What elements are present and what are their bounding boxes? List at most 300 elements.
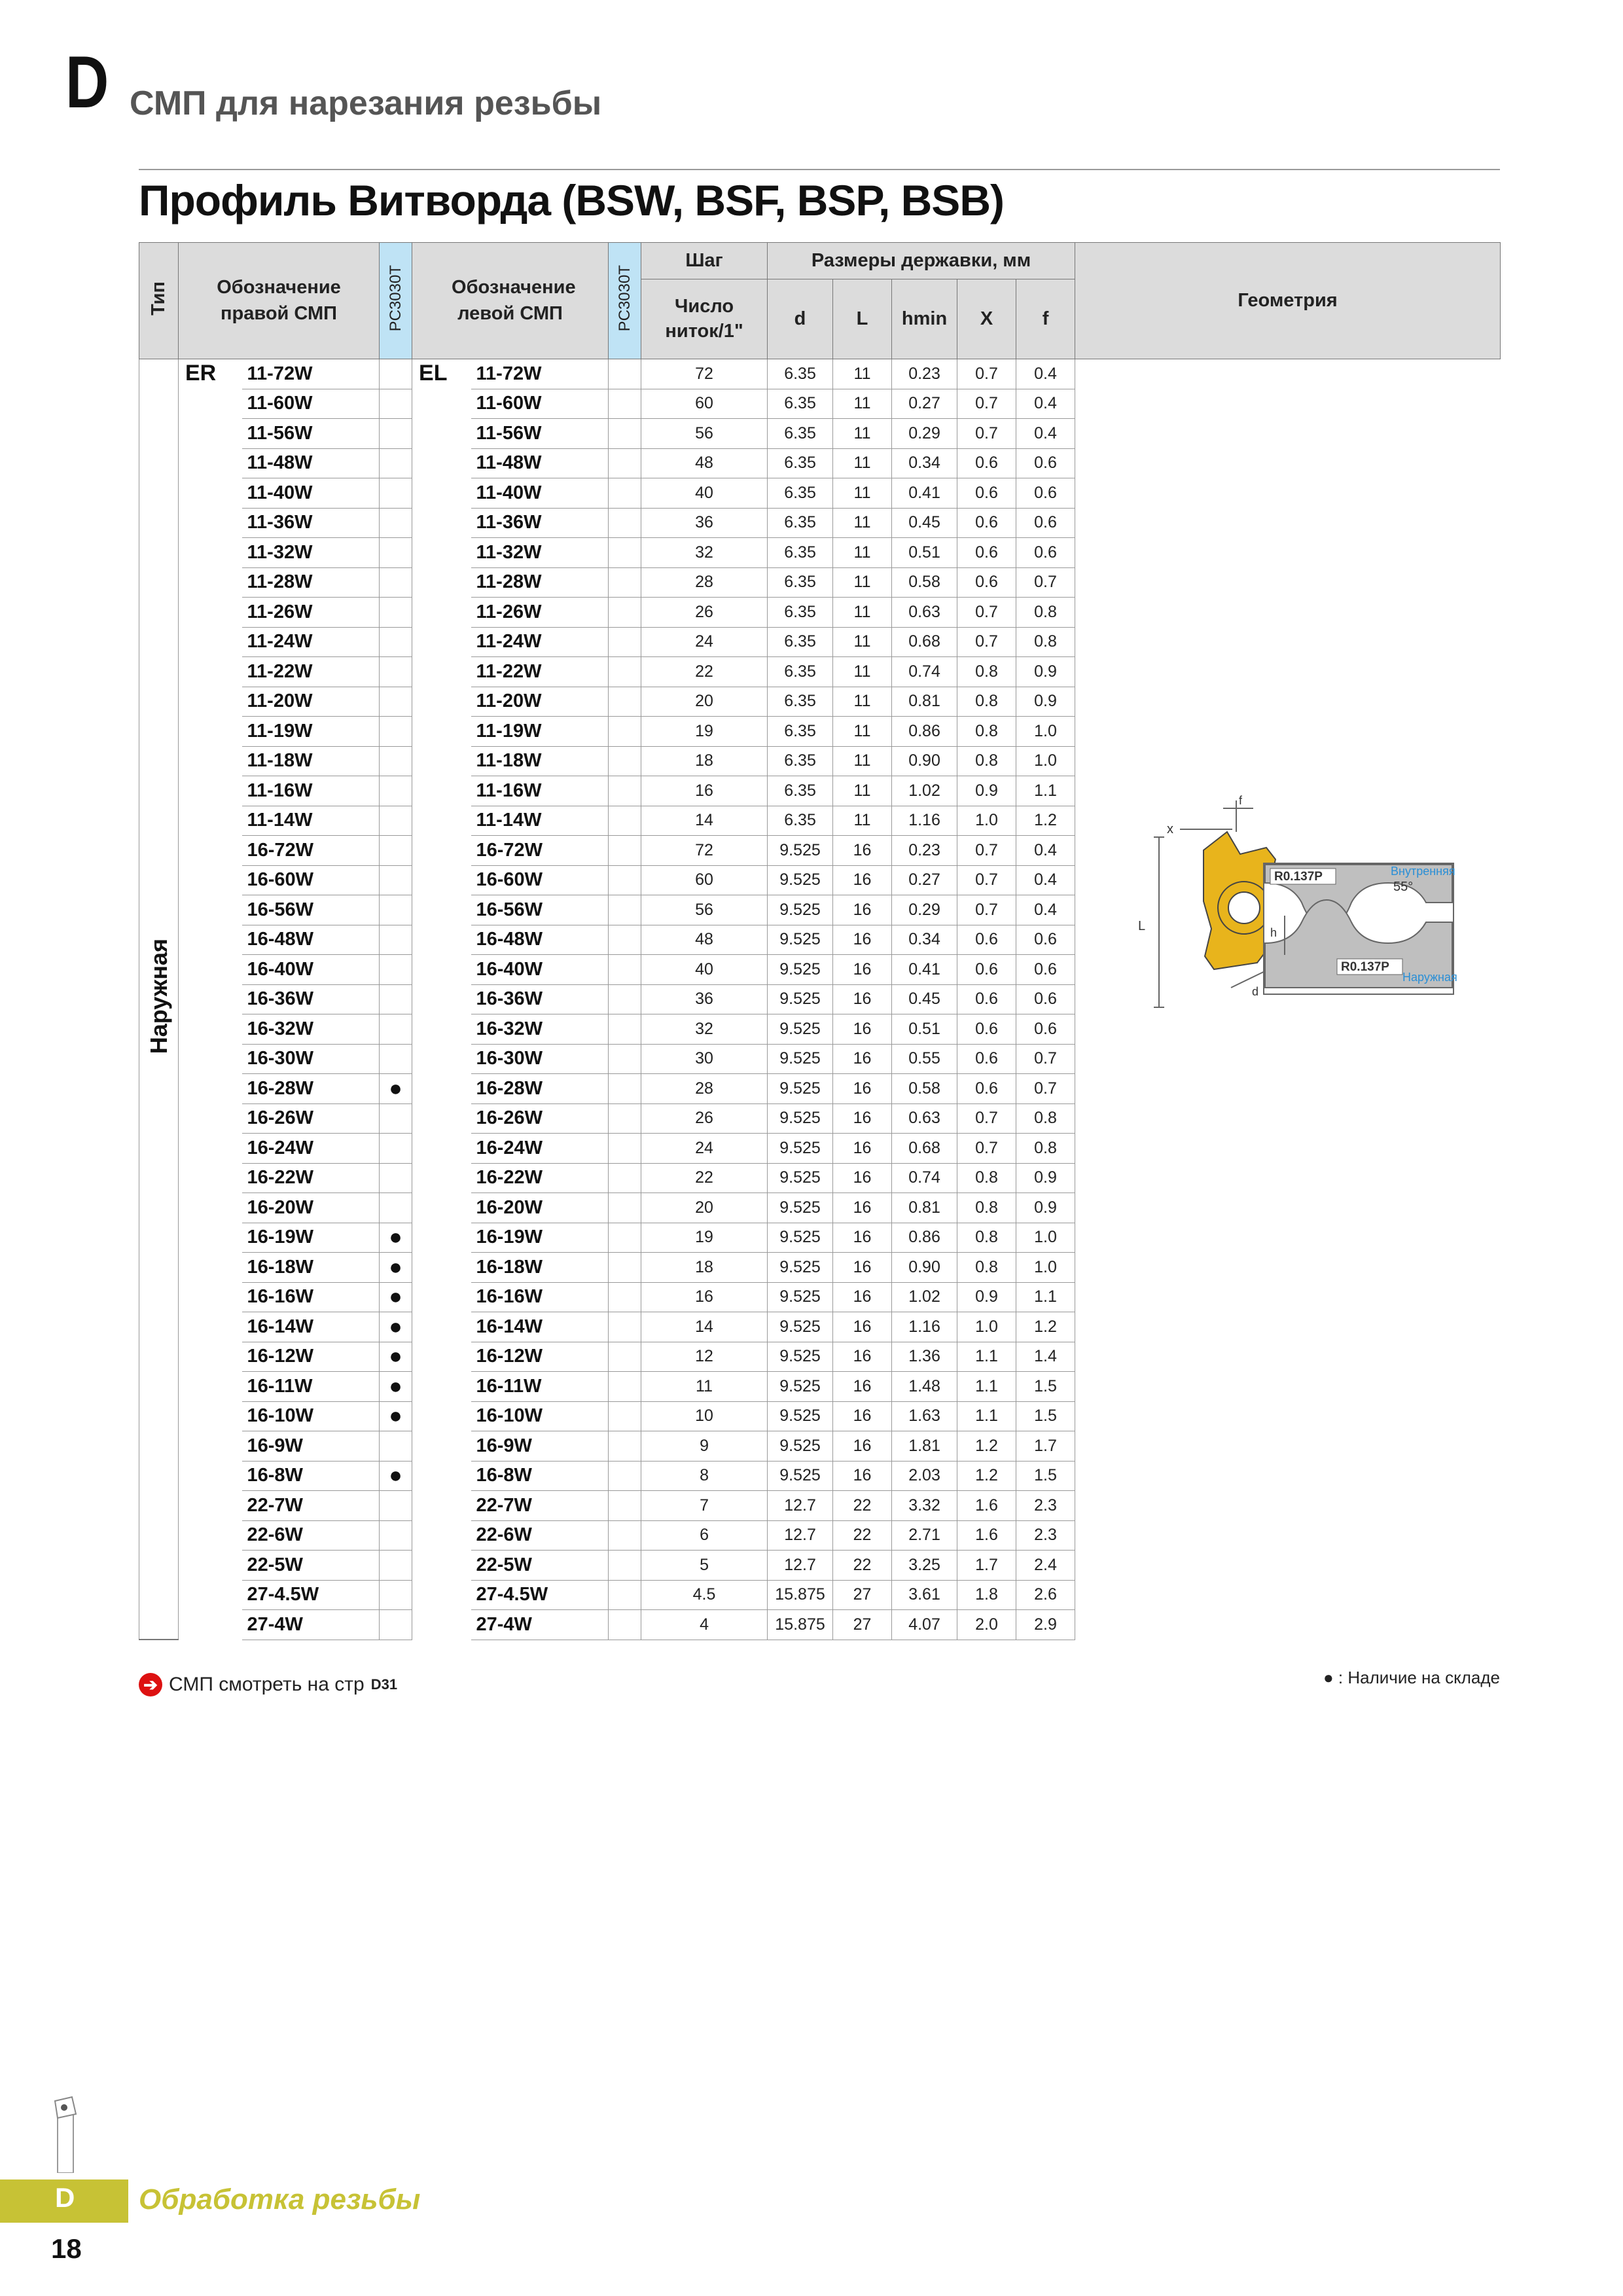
L-value: 11 [833, 746, 892, 776]
f-value: 1.7 [1016, 1431, 1075, 1462]
d-value: 6.35 [768, 746, 833, 776]
col-X: X [957, 279, 1016, 359]
d-value: 9.525 [768, 1103, 833, 1134]
stock-right [380, 746, 412, 776]
stock-right [380, 627, 412, 657]
right-designation: 16-32W [242, 1014, 380, 1045]
dim-x-label: x [1167, 822, 1174, 836]
catalog-link[interactable] [139, 1673, 397, 1696]
f-value: 0.6 [1016, 478, 1075, 509]
X-value: 0.7 [957, 359, 1016, 389]
X-value: 1.7 [957, 1551, 1016, 1581]
right-designation: 11-56W [242, 419, 380, 449]
stock-left [609, 1580, 641, 1610]
d-value: 6.35 [768, 389, 833, 419]
stock-left [609, 1044, 641, 1074]
f-value: 0.9 [1016, 687, 1075, 717]
stock-right [380, 895, 412, 925]
left-designation: 16-60W [471, 865, 609, 895]
d-value: 9.525 [768, 1312, 833, 1342]
stock-left [609, 836, 641, 866]
d-value: 9.525 [768, 1461, 833, 1491]
hmin-value: 2.03 [892, 1461, 957, 1491]
pitch-value: 28 [641, 1074, 768, 1104]
stock-right [380, 925, 412, 955]
page-title: Профиль Витворда (BSW, BSF, BSP, BSB) [139, 176, 1004, 224]
f-value: 0.6 [1016, 538, 1075, 568]
col-f: f [1016, 279, 1075, 359]
right-designation: 11-48W [242, 448, 380, 478]
f-value: 1.4 [1016, 1342, 1075, 1372]
section-title: СМП для нарезания резьбы [130, 84, 602, 122]
d-value: 15.875 [768, 1580, 833, 1610]
stock-left [609, 478, 641, 509]
L-value: 16 [833, 1431, 892, 1462]
hmin-value: 1.63 [892, 1401, 957, 1431]
left-designation: 11-28W [471, 567, 609, 598]
d-value: 6.35 [768, 448, 833, 478]
f-value: 1.2 [1016, 1312, 1075, 1342]
L-value: 11 [833, 419, 892, 449]
stock-right [380, 1014, 412, 1045]
right-designation: 16-20W [242, 1193, 380, 1223]
stock-right [380, 984, 412, 1014]
left-designation: 16-18W [471, 1253, 609, 1283]
left-designation: 16-72W [471, 836, 609, 866]
right-designation: 11-60W [242, 389, 380, 419]
d-value: 15.875 [768, 1610, 833, 1640]
L-value: 16 [833, 1134, 892, 1164]
left-designation: 11-32W [471, 538, 609, 568]
right-designation: 16-30W [242, 1044, 380, 1074]
stock-left [609, 1134, 641, 1164]
stock-right: ● [380, 1253, 412, 1283]
stock-left [609, 1551, 641, 1581]
stock-left [609, 1253, 641, 1283]
hmin-value: 0.27 [892, 389, 957, 419]
L-value: 11 [833, 687, 892, 717]
hmin-value: 3.25 [892, 1551, 957, 1581]
stock-left [609, 1103, 641, 1134]
L-value: 11 [833, 598, 892, 628]
f-value: 0.9 [1016, 1193, 1075, 1223]
left-designation: 11-60W [471, 389, 609, 419]
right-designation: 11-14W [242, 806, 380, 836]
thread-profile-drawing [1264, 863, 1457, 994]
L-value: 11 [833, 359, 892, 389]
pitch-value: 18 [641, 746, 768, 776]
geometry-diagram [1075, 791, 1501, 1027]
stock-left [609, 627, 641, 657]
d-value: 6.35 [768, 806, 833, 836]
d-value: 9.525 [768, 1431, 833, 1462]
d-value: 12.7 [768, 1551, 833, 1581]
L-value: 16 [833, 1372, 892, 1402]
stock-right [380, 717, 412, 747]
L-value: 11 [833, 717, 892, 747]
L-value: 27 [833, 1580, 892, 1610]
internal-label: Внутренняя [1391, 865, 1455, 878]
stock-left [609, 1461, 641, 1491]
f-value: 1.0 [1016, 717, 1075, 747]
right-designation: 11-16W [242, 776, 380, 806]
L-value: 16 [833, 1401, 892, 1431]
left-designation: 16-11W [471, 1372, 609, 1402]
right-designation: 16-8W [242, 1461, 380, 1491]
f-value: 0.4 [1016, 389, 1075, 419]
table-row [139, 359, 1501, 389]
stock-left [609, 567, 641, 598]
X-value: 0.6 [957, 508, 1016, 538]
L-value: 11 [833, 806, 892, 836]
stock-right [380, 1551, 412, 1581]
left-prefix: EL [412, 359, 471, 1640]
stock-left [609, 1163, 641, 1193]
right-designation: 11-22W [242, 657, 380, 687]
stock-left [609, 746, 641, 776]
right-designation: 16-40W [242, 955, 380, 985]
col-left-designation: Обозначение левой СМП [412, 243, 609, 359]
geometry-cell [1075, 359, 1501, 1640]
d-value: 9.525 [768, 1253, 833, 1283]
d-value: 9.525 [768, 865, 833, 895]
hmin-value: 0.68 [892, 1134, 957, 1164]
f-value: 0.9 [1016, 1163, 1075, 1193]
right-designation: 16-26W [242, 1103, 380, 1134]
hmin-value: 0.45 [892, 508, 957, 538]
left-designation: 16-19W [471, 1223, 609, 1253]
stock-left [609, 895, 641, 925]
d-value: 9.525 [768, 1223, 833, 1253]
X-value: 2.0 [957, 1610, 1016, 1640]
left-designation: 16-16W [471, 1282, 609, 1312]
f-value: 0.6 [1016, 925, 1075, 955]
L-value: 27 [833, 1610, 892, 1640]
L-value: 22 [833, 1520, 892, 1551]
stock-right [380, 776, 412, 806]
f-value: 2.3 [1016, 1491, 1075, 1521]
X-value: 0.6 [957, 1044, 1016, 1074]
f-value: 1.1 [1016, 776, 1075, 806]
hmin-value: 0.23 [892, 836, 957, 866]
right-designation: 16-11W [242, 1372, 380, 1402]
d-value: 12.7 [768, 1491, 833, 1521]
X-value: 0.9 [957, 1282, 1016, 1312]
stock-right [380, 538, 412, 568]
X-value: 0.6 [957, 984, 1016, 1014]
left-designation: 11-16W [471, 776, 609, 806]
catalog-link-ref: D31 [370, 1676, 398, 1693]
stock-left [609, 419, 641, 449]
stock-right [380, 598, 412, 628]
stock-right [380, 1163, 412, 1193]
header-divider [139, 169, 1500, 170]
stock-right [380, 836, 412, 866]
pitch-value: 36 [641, 508, 768, 538]
stock-right [380, 1491, 412, 1521]
left-designation: 27-4W [471, 1610, 609, 1640]
f-value: 0.4 [1016, 836, 1075, 866]
dim-L-label: L [1138, 919, 1146, 933]
col-grade-right: PC3030T [380, 243, 412, 359]
radius-top-label: R0.137P [1274, 870, 1323, 884]
pitch-value: 20 [641, 1193, 768, 1223]
right-designation: 16-36W [242, 984, 380, 1014]
col-pitch-group: Шаг [641, 243, 768, 279]
hmin-value: 1.02 [892, 776, 957, 806]
hmin-value: 0.90 [892, 746, 957, 776]
L-value: 11 [833, 657, 892, 687]
hmin-value: 0.45 [892, 984, 957, 1014]
f-value: 0.7 [1016, 1044, 1075, 1074]
hmin-value: 0.55 [892, 1044, 957, 1074]
X-value: 1.0 [957, 806, 1016, 836]
col-geometry: Геометрия [1075, 243, 1501, 359]
left-designation: 11-14W [471, 806, 609, 836]
hmin-value: 4.07 [892, 1610, 957, 1640]
d-value: 9.525 [768, 1342, 833, 1372]
f-value: 1.5 [1016, 1461, 1075, 1491]
d-value: 6.35 [768, 419, 833, 449]
pitch-value: 20 [641, 687, 768, 717]
right-designation: 16-14W [242, 1312, 380, 1342]
X-value: 0.6 [957, 567, 1016, 598]
catalog-link-text: СМП смотреть на стр [169, 1674, 365, 1695]
right-designation: 27-4W [242, 1610, 380, 1640]
d-value: 9.525 [768, 1074, 833, 1104]
L-value: 16 [833, 1253, 892, 1283]
stock-right [380, 1610, 412, 1640]
f-value: 0.4 [1016, 419, 1075, 449]
X-value: 0.7 [957, 895, 1016, 925]
right-prefix: ER [179, 359, 242, 1640]
X-value: 0.6 [957, 1014, 1016, 1045]
left-designation: 16-28W [471, 1074, 609, 1104]
X-value: 0.7 [957, 389, 1016, 419]
d-value: 9.525 [768, 1014, 833, 1045]
right-designation: 11-36W [242, 508, 380, 538]
d-value: 6.35 [768, 657, 833, 687]
stock-left [609, 1342, 641, 1372]
d-value: 9.525 [768, 1134, 833, 1164]
hmin-value: 1.02 [892, 1282, 957, 1312]
page-link-icon: ➔ [139, 1673, 162, 1696]
stock-right [380, 448, 412, 478]
d-value: 6.35 [768, 627, 833, 657]
pitch-value: 48 [641, 925, 768, 955]
pitch-value: 14 [641, 806, 768, 836]
L-value: 16 [833, 1044, 892, 1074]
stock-left [609, 806, 641, 836]
f-value: 0.8 [1016, 1134, 1075, 1164]
col-d: d [768, 279, 833, 359]
left-designation: 16-56W [471, 895, 609, 925]
d-value: 9.525 [768, 1044, 833, 1074]
d-value: 9.525 [768, 925, 833, 955]
f-value: 1.0 [1016, 1253, 1075, 1283]
col-grade-left: PC3030T [609, 243, 641, 359]
L-value: 16 [833, 1342, 892, 1372]
left-designation: 11-72W [471, 359, 609, 389]
right-designation: 11-24W [242, 627, 380, 657]
pitch-value: 18 [641, 1253, 768, 1283]
pitch-value: 22 [641, 1163, 768, 1193]
left-designation: 16-9W [471, 1431, 609, 1462]
X-value: 1.8 [957, 1580, 1016, 1610]
pitch-value: 72 [641, 359, 768, 389]
col-holder-group: Размеры державки, мм [768, 243, 1075, 279]
hmin-value: 0.63 [892, 1103, 957, 1134]
stock-right [380, 567, 412, 598]
f-value: 0.4 [1016, 895, 1075, 925]
stock-right [380, 478, 412, 509]
right-designation: 16-60W [242, 865, 380, 895]
L-value: 16 [833, 895, 892, 925]
L-value: 11 [833, 389, 892, 419]
X-value: 1.6 [957, 1520, 1016, 1551]
stock-left [609, 1282, 641, 1312]
right-designation: 16-22W [242, 1163, 380, 1193]
d-value: 6.35 [768, 776, 833, 806]
X-value: 1.2 [957, 1431, 1016, 1462]
hmin-value: 0.63 [892, 598, 957, 628]
X-value: 0.8 [957, 687, 1016, 717]
stock-left [609, 717, 641, 747]
insert-table [139, 242, 1501, 1640]
L-value: 16 [833, 1312, 892, 1342]
left-designation: 11-26W [471, 598, 609, 628]
f-value: 0.4 [1016, 865, 1075, 895]
left-designation: 16-26W [471, 1103, 609, 1134]
X-value: 0.6 [957, 925, 1016, 955]
f-value: 0.6 [1016, 984, 1075, 1014]
d-value: 6.35 [768, 567, 833, 598]
f-value: 0.6 [1016, 955, 1075, 985]
d-value: 12.7 [768, 1520, 833, 1551]
col-right-designation: Обозначение правой СМП [179, 243, 380, 359]
right-designation: 11-19W [242, 717, 380, 747]
stock-right [380, 419, 412, 449]
pitch-value: 28 [641, 567, 768, 598]
hmin-value: 1.36 [892, 1342, 957, 1372]
L-value: 16 [833, 1014, 892, 1045]
stock-right: ● [380, 1223, 412, 1253]
stock-left [609, 389, 641, 419]
f-value: 0.6 [1016, 1014, 1075, 1045]
hmin-value: 0.58 [892, 567, 957, 598]
right-designation: 11-32W [242, 538, 380, 568]
right-designation: 11-72W [242, 359, 380, 389]
hmin-value: 1.48 [892, 1372, 957, 1402]
stock-right: ● [380, 1342, 412, 1372]
X-value: 0.6 [957, 538, 1016, 568]
left-designation: 27-4.5W [471, 1580, 609, 1610]
pitch-value: 56 [641, 419, 768, 449]
hmin-value: 3.61 [892, 1580, 957, 1610]
f-value: 0.7 [1016, 567, 1075, 598]
stock-right [380, 955, 412, 985]
X-value: 0.7 [957, 836, 1016, 866]
pitch-value: 16 [641, 1282, 768, 1312]
hmin-value: 0.29 [892, 419, 957, 449]
stock-right: ● [380, 1282, 412, 1312]
stock-left [609, 598, 641, 628]
left-designation: 22-6W [471, 1520, 609, 1551]
pitch-value: 40 [641, 478, 768, 509]
hmin-value: 0.81 [892, 1193, 957, 1223]
d-value: 6.35 [768, 359, 833, 389]
left-designation: 16-30W [471, 1044, 609, 1074]
f-value: 1.1 [1016, 1282, 1075, 1312]
d-value: 9.525 [768, 1401, 833, 1431]
stock-left [609, 359, 641, 389]
right-designation: 11-28W [242, 567, 380, 598]
stock-left [609, 1610, 641, 1640]
X-value: 1.6 [957, 1491, 1016, 1521]
left-designation: 16-12W [471, 1342, 609, 1372]
hmin-value: 0.34 [892, 925, 957, 955]
hmin-value: 0.81 [892, 687, 957, 717]
right-designation: 16-9W [242, 1431, 380, 1462]
L-value: 22 [833, 1551, 892, 1581]
hmin-value: 0.74 [892, 1163, 957, 1193]
left-designation: 11-24W [471, 627, 609, 657]
right-designation: 16-24W [242, 1134, 380, 1164]
col-pitch: Число ниток/1" [641, 279, 768, 359]
left-designation: 16-22W [471, 1163, 609, 1193]
pitch-value: 5 [641, 1551, 768, 1581]
L-value: 11 [833, 478, 892, 509]
hmin-value: 0.34 [892, 448, 957, 478]
stock-legend: ● : Наличие на складе [1323, 1668, 1500, 1687]
hmin-value: 1.16 [892, 806, 957, 836]
right-designation: 16-10W [242, 1401, 380, 1431]
right-designation: 27-4.5W [242, 1580, 380, 1610]
stock-right [380, 865, 412, 895]
left-designation: 11-20W [471, 687, 609, 717]
hmin-value: 0.90 [892, 1253, 957, 1283]
X-value: 0.8 [957, 1193, 1016, 1223]
pitch-value: 60 [641, 389, 768, 419]
left-designation: 16-48W [471, 925, 609, 955]
L-value: 16 [833, 984, 892, 1014]
pitch-value: 4.5 [641, 1580, 768, 1610]
hmin-value: 0.51 [892, 1014, 957, 1045]
left-designation: 16-8W [471, 1461, 609, 1491]
pitch-value: 8 [641, 1461, 768, 1491]
L-value: 16 [833, 865, 892, 895]
pitch-value: 36 [641, 984, 768, 1014]
f-value: 2.3 [1016, 1520, 1075, 1551]
pitch-value: 26 [641, 598, 768, 628]
insert-table-body [139, 359, 1501, 1640]
X-value: 1.0 [957, 1312, 1016, 1342]
X-value: 0.6 [957, 955, 1016, 985]
col-type: Тип [139, 243, 179, 359]
section-tab-letter: D [55, 2182, 75, 2213]
right-designation: 16-72W [242, 836, 380, 866]
right-designation: 16-28W [242, 1074, 380, 1104]
type-cell: Наружная [139, 359, 179, 1640]
pitch-value: 11 [641, 1372, 768, 1402]
left-designation: 11-36W [471, 508, 609, 538]
stock-left [609, 657, 641, 687]
L-value: 16 [833, 1223, 892, 1253]
X-value: 0.8 [957, 1223, 1016, 1253]
pitch-value: 24 [641, 1134, 768, 1164]
hmin-value: 1.81 [892, 1431, 957, 1462]
X-value: 1.1 [957, 1401, 1016, 1431]
